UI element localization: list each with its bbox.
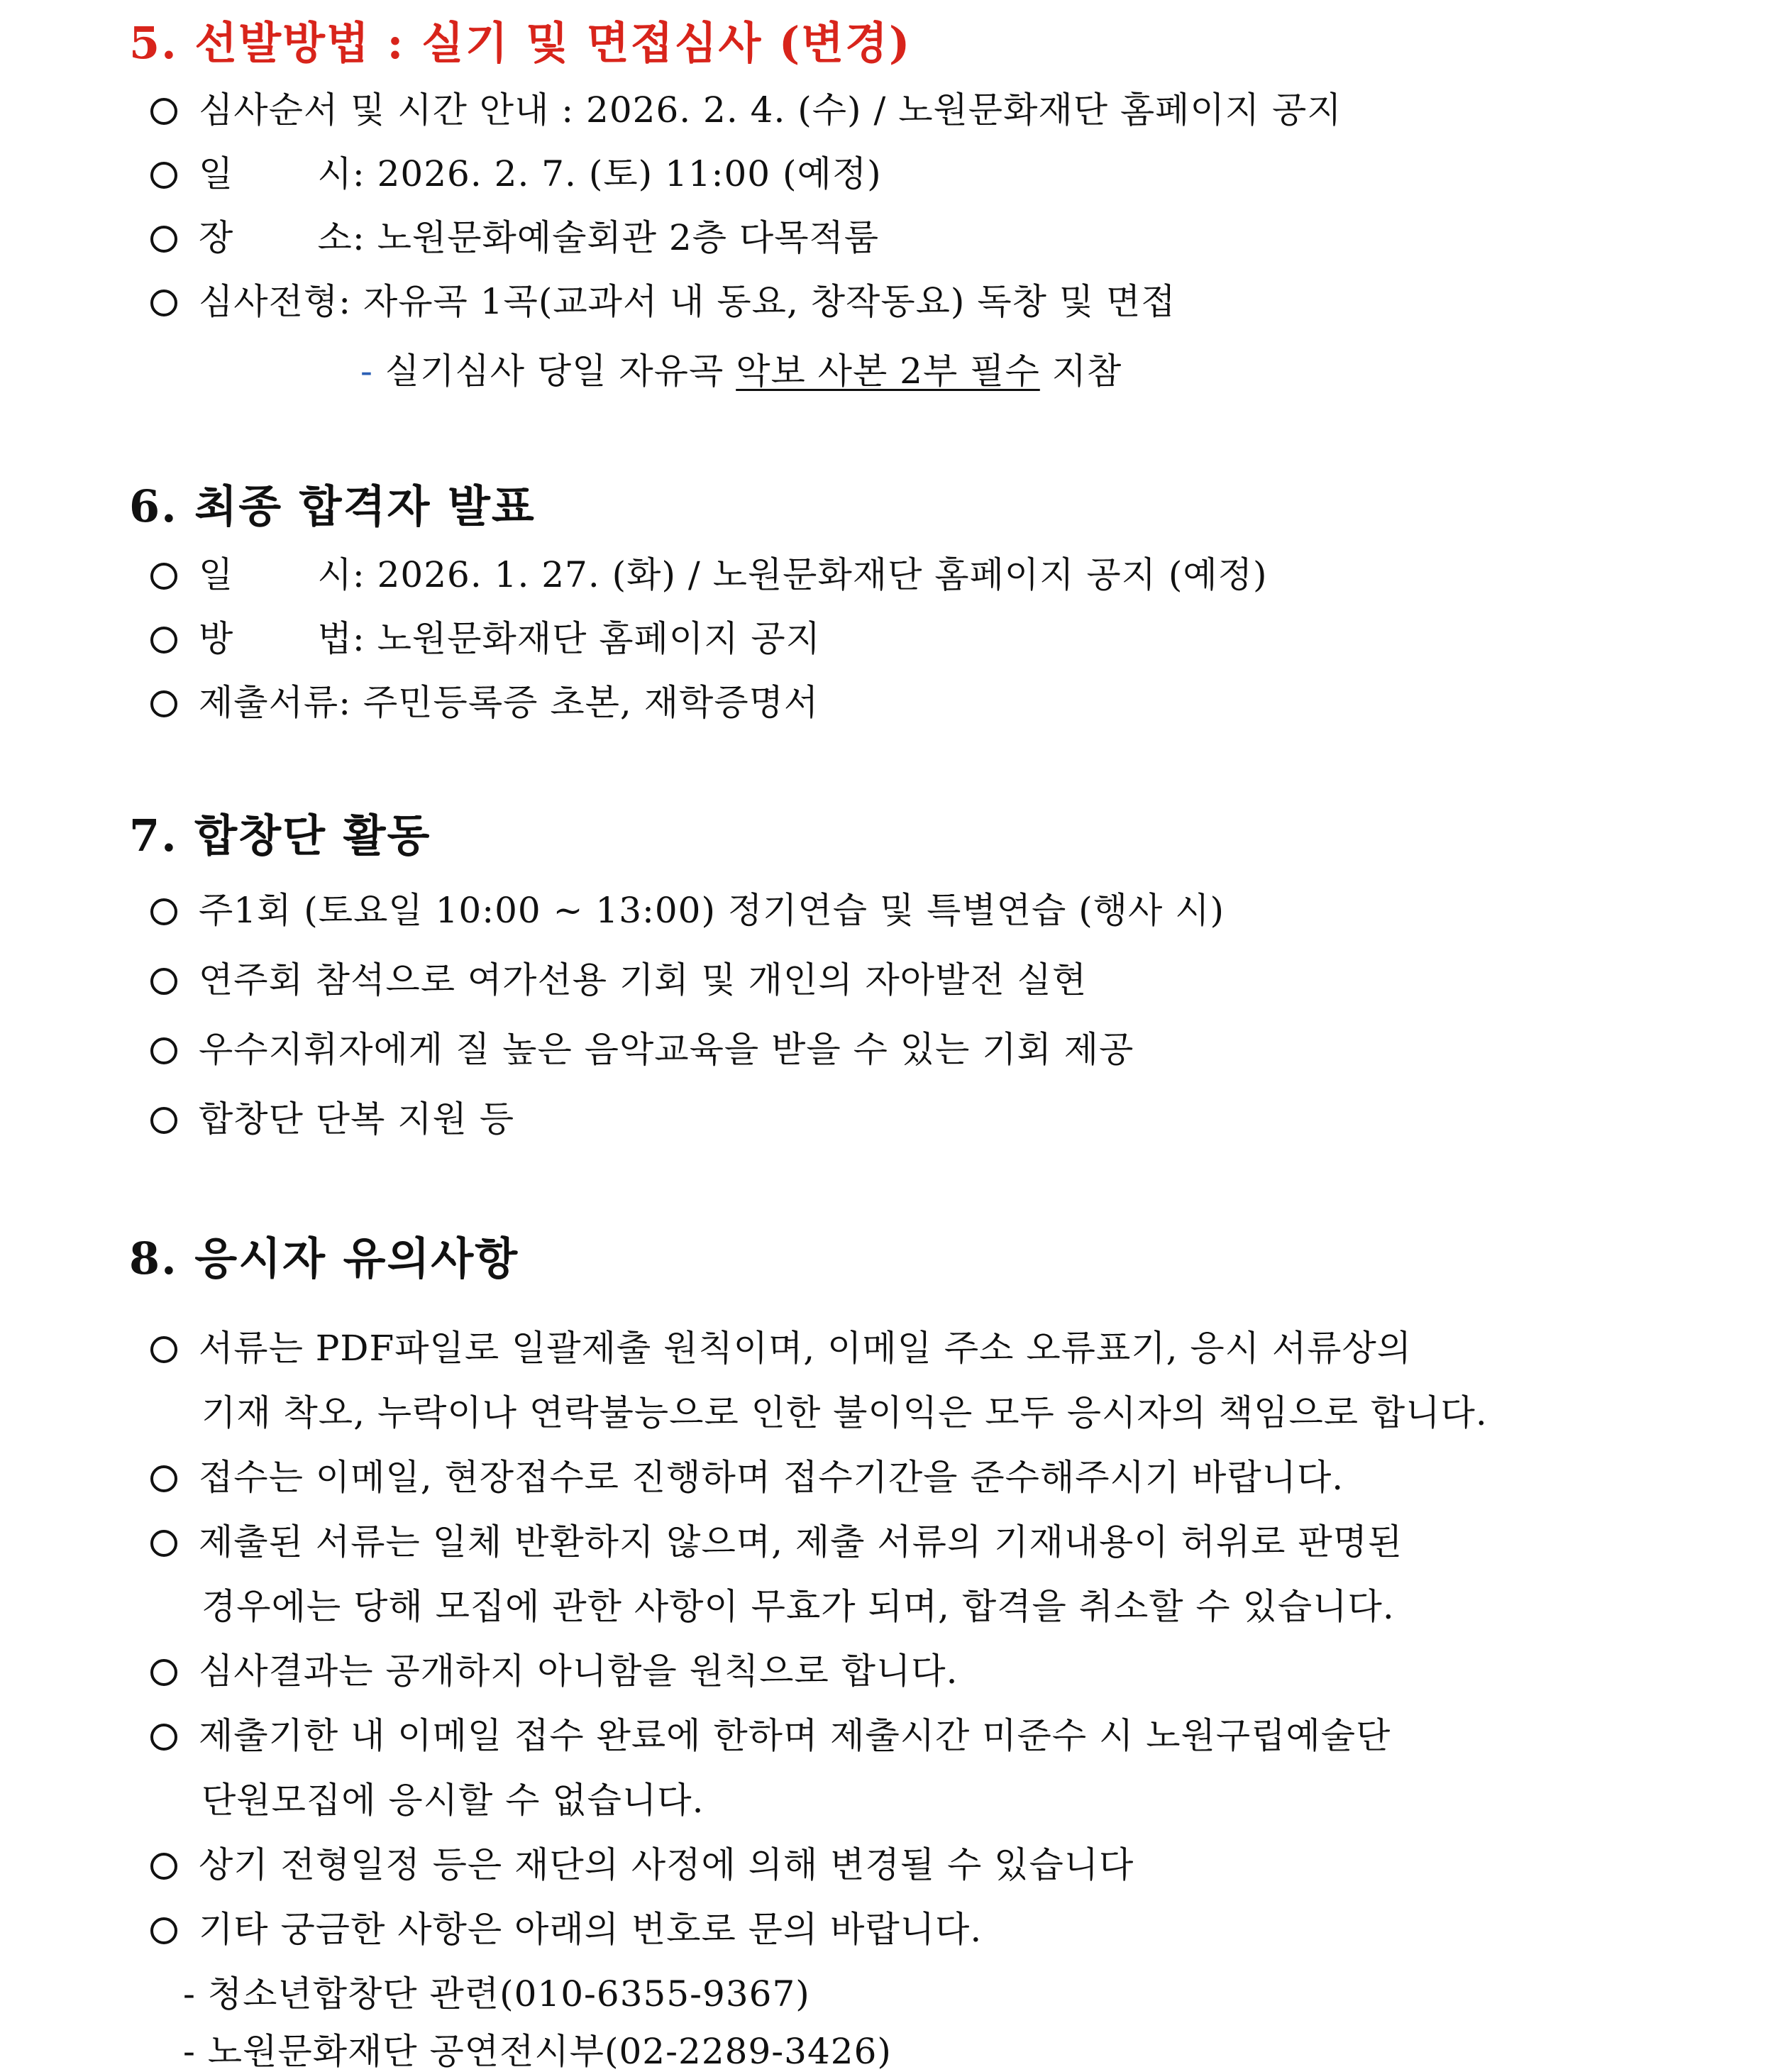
list-item: 접수는 이메일, 현장접수로 진행하며 접수기간을 준수해주시기 바랍니다.	[150, 1460, 1344, 1495]
circle-bullet-icon	[150, 627, 177, 654]
list-item-continuation: 단원모집에 응시할 수 없습니다.	[201, 1780, 705, 1821]
circle-bullet-icon	[150, 1724, 177, 1751]
list-item: 심사순서 및 시간 안내 : 2026. 2. 4. (수) / 노원문화재단 홈페이지 공지	[150, 92, 1342, 128]
list-item-continuation: 기재 착오, 누락이나 연락불능으로 인한 불이익은 모두 응시자의 책임으로 합니다.	[201, 1392, 1488, 1433]
circle-bullet-icon	[150, 1465, 177, 1492]
circle-bullet-icon	[150, 1336, 177, 1363]
circle-bullet-icon	[150, 1107, 177, 1134]
circle-bullet-icon	[150, 1917, 177, 1944]
list-item: 합창단 단복 지원 등	[150, 1101, 514, 1137]
circle-bullet-icon	[150, 1853, 177, 1880]
circle-bullet-icon	[150, 162, 177, 189]
circle-bullet-icon	[150, 98, 177, 125]
section6-title: 6. 최종 합격자 발표	[129, 480, 536, 532]
circle-bullet-icon	[150, 898, 177, 925]
section8-title: 8. 응시자 유의사항	[129, 1233, 519, 1284]
circle-bullet-icon	[150, 690, 177, 717]
list-item: 제출된 서류는 일체 반환하지 않으며, 제출 서류의 기재내용이 허위로 판명된	[150, 1524, 1403, 1560]
list-item: 장 소: 노원문화예술회관 2층 다목적룸	[150, 220, 879, 255]
contact-line: - 노원문화재단 공연전시부(02-2289-3426)	[183, 2031, 892, 2072]
list-item: 일 시: 2026. 2. 7. (토) 11:00 (예정)	[150, 156, 882, 192]
list-item: 제출기한 내 이메일 접수 완료에 한하며 제출시간 미준수 시 노원구립예술단	[150, 1718, 1391, 1753]
list-item: 심사결과는 공개하지 아니함을 원칙으로 합니다.	[150, 1653, 958, 1689]
circle-bullet-icon	[150, 1530, 177, 1557]
list-item: 기타 궁금한 사항은 아래의 번호로 문의 바랍니다.	[150, 1912, 982, 1947]
circle-bullet-icon	[150, 1659, 177, 1686]
contact-line: - 청소년합창단 관련(010-6355-9367)	[183, 1973, 810, 2015]
circle-bullet-icon	[150, 290, 177, 316]
list-item: 상기 전형일정 등은 재단의 사정에 의해 변경될 수 있습니다	[150, 1847, 1134, 1883]
list-item: 제출서류: 주민등록증 초본, 재학증명서	[150, 685, 819, 720]
list-item: 연주회 참석으로 여가선용 기회 및 개인의 자아발전 실현	[150, 962, 1087, 998]
circle-bullet-icon	[150, 226, 177, 253]
required-copies-text: 악보 사본 2부 필수	[736, 351, 1040, 392]
section7-title: 7. 합창단 활동	[129, 810, 431, 861]
circle-bullet-icon	[150, 563, 177, 590]
list-item: 심사전형: 자유곡 1곡(교과서 내 동요, 창작동요) 독창 및 면접	[150, 284, 1176, 319]
list-item-continuation: 경우에는 당해 모집에 관한 사항이 무효가 되며, 합격을 취소할 수 있습니다.	[201, 1586, 1395, 1627]
list-item: 주1회 (토요일 10:00 ~ 13:00) 정기연습 및 특별연습 (행사 시)	[150, 893, 1225, 928]
list-item: 일 시: 2026. 1. 27. (화) / 노원문화재단 홈페이지 공지 (예정)	[150, 557, 1267, 593]
list-item: 방 법: 노원문화재단 홈페이지 공지	[150, 621, 821, 656]
sub-note: - 실기심사 당일 자유곡 악보 사본 2부 필수 지참	[360, 351, 1122, 392]
circle-bullet-icon	[150, 968, 177, 995]
dash-marker: -	[360, 351, 373, 392]
list-item: 우수지휘자에게 질 높은 음악교육을 받을 수 있는 기회 제공	[150, 1032, 1134, 1067]
section5-title: 5. 선발방법 : 실기 및 면접심사 (변경)	[129, 17, 912, 69]
circle-bullet-icon	[150, 1037, 177, 1064]
list-item: 서류는 PDF파일로 일괄제출 원칙이며, 이메일 주소 오류표기, 응시 서류상의	[150, 1330, 1412, 1366]
